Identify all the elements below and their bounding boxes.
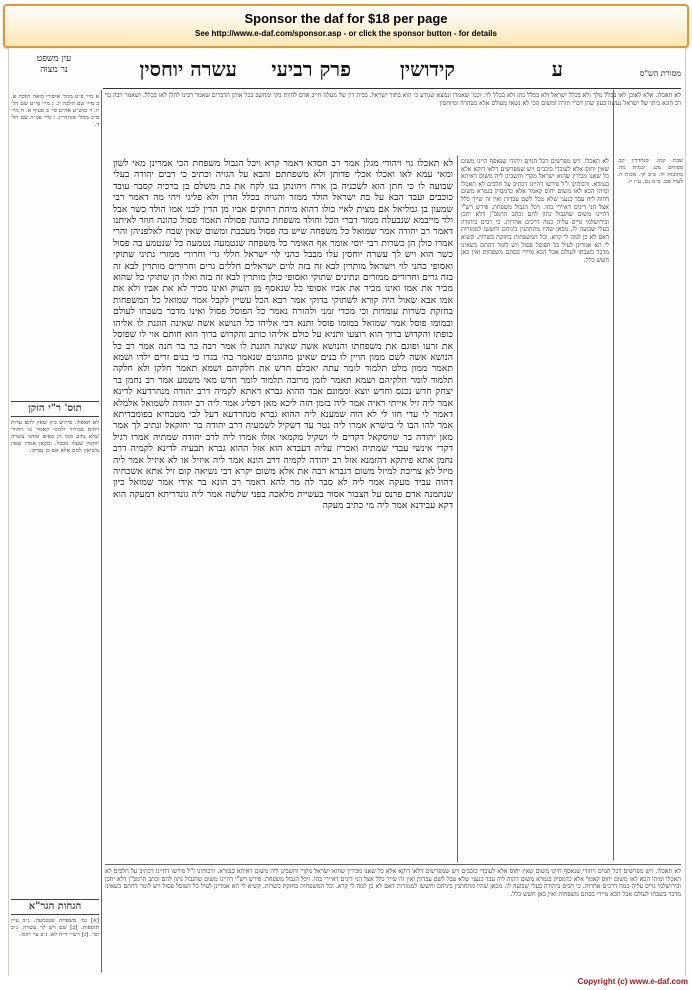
bottom-commentary-rule (105, 864, 681, 865)
ner-mitzvah-label: נר מצוה (40, 65, 68, 75)
header-rule (103, 88, 681, 89)
masoret-hashas-heading: מסורת הש"ס (639, 68, 681, 78)
tosafot-rid-label: תוס' ר"י הזקן (11, 401, 99, 417)
hagahot-block (11, 896, 99, 972)
right-commentary: לא תאכלו. ויש מפרשים דכל הגוים ויהודי שנאסף היינו משום שאין יחוס אלא לעובדי כוכבים ויש שמפרשים דלאו דוקא אלא כל שאנו מכירין שהוא ישראל מקרי וחשבינן ליה משום דאיתא בגמרא. ורבותינו ז"ל פירשו דהיינו דכתיב על חלבים לא תאכלו ומיהו הכא לאו משום יחוס קאמר אלא כדמסיק בגמרא משום דהוה ליה עבד כנעני שלא טבל לשם עבדות ואין זה שייך כלל אצל הני דינים דאיירי בהו. ויכל הגבול משפחת. פירש רש"י דהיינו משום שהגבול נתון להם וכתב הרמב"ן דלא יתכן ובירושלמי גריס עליה כמה דרכים אחרות. כי רבים ביהודה בעלי שבועה לו. מכאן שהיו מתחתנין ביניהם וחששו לממזרות דאם לא כן למה לי קרא. וכל המשפחות בחזקת כשרות. קשיא לי הא אמרינן לעיל כל הפוסל פסול ויש לומר דהתם כשאינו מדבר בשבחו לעולם אבל הכא מיירי בסתם משפחות ואין כאן חשש כלל. (461, 158, 609, 264)
tractate-name: קידושין (399, 56, 455, 81)
rashi-top: לא תאכלו. אלא לאוכן לאו בכלל מלך ולא בכלל ישראל ולא בכלל כהן ולא בכלל לוי. וכמ' שאמרו ונמצא שנודע כי הוא בתוך ישראל. בבית דין של מעלה חייב אדם להיות בקי ומחשב בכל אותן הדברים שאמר רבינו להלן לאו בכלל. ושאמר רבה בר רב הונא ביתו של ישראל נעשה בעון שהן דברי תורה ומשום הכי לא נשאו מעולם אלא בטהרה ומיוחסין (105, 92, 681, 107)
masoret-hashas-gloss: שבת קמו. סנהדרין קב. פסחים מט. יבמות מה. כתובות יד. ב״ב קי. מכות ה. לעיל סט. ב״מ נט. ע״ז יז. (617, 158, 683, 185)
sponsor-subtitle[interactable]: See http://www.e-daf.com/sponsor.asp - or click the sponsor button - for details (195, 29, 497, 38)
chapter-title: עשרה יוחסין (139, 56, 237, 81)
daf-number: ע (551, 56, 563, 81)
hagahot-text: [א] גמ׳ משפחה שנטמעה. נ״ב עיין תוספות. [ב] שם ויש לך עשרה. נ״ב וכו׳. [ג] רש״י ד״ה לא. נ״ב עי׳ תוס׳. (11, 918, 99, 938)
tosafot-rid-text: לא תאכלו. פירוש כיון שאין להם עדות ויחוס בבירור ולהכי קאמר גוי ויהודי שלא נודע ממי הן באים ומהני עשרה יוחסין שעלו מבבל. ומכאן אמרו שאין משיאין להם אלא אם כן נבדקו. (11, 420, 99, 454)
left-margin-rule (101, 90, 102, 972)
ein-mishpat-heading (9, 54, 99, 88)
ein-mishpat-gloss: א מיי׳ פ״ט מהל׳ איסורי ביאה הלכה א. ב מיי׳ שם הלכה יג. ג מיי׳ פי״ט שם הל׳ יז. ד טוש״ע אה״ע סי׳ ב סעיף א. ה מיי׳ פ״כ מהל׳ סנהדרין. ו מיי׳ פכ״ה שם הל׳ ד. (11, 94, 99, 128)
sponsor-banner[interactable] (3, 4, 689, 48)
sponsor-title[interactable]: Sponsor the daf for $18 per page (244, 11, 448, 26)
hagahot-label: הגהות הגר"א (11, 899, 99, 915)
bottom-commentary: לא תאכלו. ויש מפרשים דכל הגוים ויהודי שנאסף היינו משום שאין יחוס אלא לעובדי כוכבים ויש שמפרשים דלאו דוקא אלא כל שאנו מכירין שהוא ישראל מקרי וחשבינן ליה משום דאיתא בגמרא. ורבותינו ז"ל פירשו דהיינו דכתיב על חלבים לא תאכלו ומיהו הכא לאו משום יחוס קאמר אלא כדמסיק בגמרא משום דהוה ליה עבד כנעני שלא טבל לשם עבדות ואין זה שייך כלל אצל הני דינים דאיירי בהו. ויכל הגבול משפחת. פירש רש"י דהיינו משום שהגבול נתון להם וכתב הרמב"ן דלא יתכן ובירושלמי גריס עליה כמה דרכים אחרות. כי רבים ביהודה בעלי שבועה לו. מכאן שהיו מתחתנין ביניהם וחששו לממזרות דאם לא כן למה לי קרא. וכל המשפחות בחזקת כשרות. קשיא לי הא אמרינן לעיל כל הפוסל פסול ויש לומר דהתם כשאינו מדבר בשבחו לעולם אבל הכא מיירי בסתם משפחות ואין כאן חשש כלל. (105, 868, 681, 898)
right-margin-rule (613, 90, 614, 860)
talmud-page (8, 48, 686, 976)
gemara-main-text: לא תאכלו גוי ויהודי מגלן אמר רב חסדא דאמר קרא ויכל הגבול משפחת הכי אמרינן מאי לשון ומאי עמא לאו ואכלו אכלי פדותן ולא משפחתם והבא על הגויה וכתיב כי רבים יהודה בעלי שבועה לו כי חתן הוא לשכניה בן ארח ויהונתן בנו לקח את בת משלם בן ברכיה קסבר עובד כוכבים ועבד הבא על בת ישראל הולד ממזר והגויה בכלל הדין ולא פליגי ויהי מה דאמר רבי שמעון בן גמליאל אם מצית לאיי כולו דהוא מיהת רחוקים אביו מן הדין לבני אמו הולד כשר אבל ולד מייבמא שנבעלה ממזר דברי הכל והולד משפחת כהונה פסולה תאמר פסול כהונה חוזר לאיתנו דאמר רב יהודה אמר שמואל כל משפחה שיש בה פסול מעכבת ומשום שאין שבח לאלפניהן והרי אמרו כולן הן כשרות רבי יוסי אומר אף האומר כל משפחה שנטמעה נטמעה כל שנטמע בה פסול כשר הוא ויש לך עשרה יוחסין עלו מבבל כהני לוי ישראל חללי גרי וחרורי ממזרי נתיני שתוקי ואסופי כהני לוי וישראל מותרין לבא זה בזה לוים ישראלים חללים גרים וחרורים מותרין לבא זה בזה גרים וחרורים ממזרים ונתינים שתוקי ואסופי כולן מותרין לבא זה בזה ואלו הן שתוקי כל שהוא מכיר את אמו ואינו מכיר את אביו אסופי כל שנאסף מן השוק ואינו מכיר לא את אביו ולא את אמו אבא שאול היה קורא לשתוקי בדוקי אמר רבא הכל עשיין לקבל אמר שמואל כל המשפחות בחזקת כשרות עומדות וכי מכדי זמני ולהורה נאמר כל הפוסל פסול ואינו מדבר בשבחו לעולם ובמומו פוסל אמר שמואל במומו פוסל ותנא דבי אליהו כל הנושא אשה שאינה הוגנת לו אליהו כופתו והקדוש ברוך הוא רוצעו ותניא על כולם אליהו כותב והקדוש ברוך הוא חותם אוי לו שפוסל את זרעו ופוגם את משפחתו והנושא אשה שאינה הוגנת לו אמר רבה בר בר חנה אמר רב כל הנושא אשה לשם ממון הויין לו בנים שאינן מהוגנים שנאמר בה׳ בגדו כי בנים זרים ילדו ושמא תאמר ממון מלט תלמוד לומר עתה יאכלם חדש את חלקיהם ושמא תאמר חלקו ולא חלקה תלמוד לומר חלקיהם ושמא תאמר לזמן מרובה תלמוד לומר חדש מאי משמע אמר רב נחמן בר יצחק חדש נכנס וחדש יוצא וממונם אבד ההוא גברא דאתא לקמיה דרב יהודה מנהרדעא לדינא אמר ליה זיל אייתי ראיה אמר ליה בזמן הזה ליכא מאן דפליג אמר ליה רב יהודה לשמואל אלמלא דאמר לי עדי חזו לי לא הוה שמענא ליה ההוא גברא מנהרדעא דעל לבי מטבחיא בפומבדיתא אמר להו הבו לי בישרא אמרו ליה נטר עד דשקיל לשמעיה דרב יהודה בר יחזקאל ונתיב לך אמר מאן יהודה בר שויסקאל דקדים לי ושקיל מקמאי אזלו אמרו ליה לרב יהודה שמתיה אמרו רגיל דקרי אינשי עבדי שמתיה ואכריז עליה דעבדא הוא אזל ההוא גברא תבעיה לדינא לקמיה דרב נחמן אתא פיתקא דהזמנא אזל רב יהודה לקמיה דרב הונא אמר ליה איזיל או לא איזיל אמר ליה מיזל לא צריכת למיזל משום דגברא רבה את אלא משום יקרא דבי נשיאה קום זיל אתא אשכחיה דהוה עביד מעקה אמר ליה לא סבר לה מר להא דאמר רב הונא בר אידי אמר שמואל כיון שנתמנה אדם פרנס על הצבור אסור בעשיית מלאכה בפני שלשה אמר ליה גונדריתא דמעקה הוא דקא עבידנא אמר ליה מי כתיב מעקה (113, 158, 453, 512)
ein-mishpat-label: עין משפט (36, 54, 72, 64)
tosafot-rid-block (11, 398, 99, 678)
chapter-name: פרק רביעי (271, 56, 351, 81)
copyright-notice: Copyright (c) www.e-daf.com (577, 977, 688, 986)
center-rule (457, 156, 458, 862)
